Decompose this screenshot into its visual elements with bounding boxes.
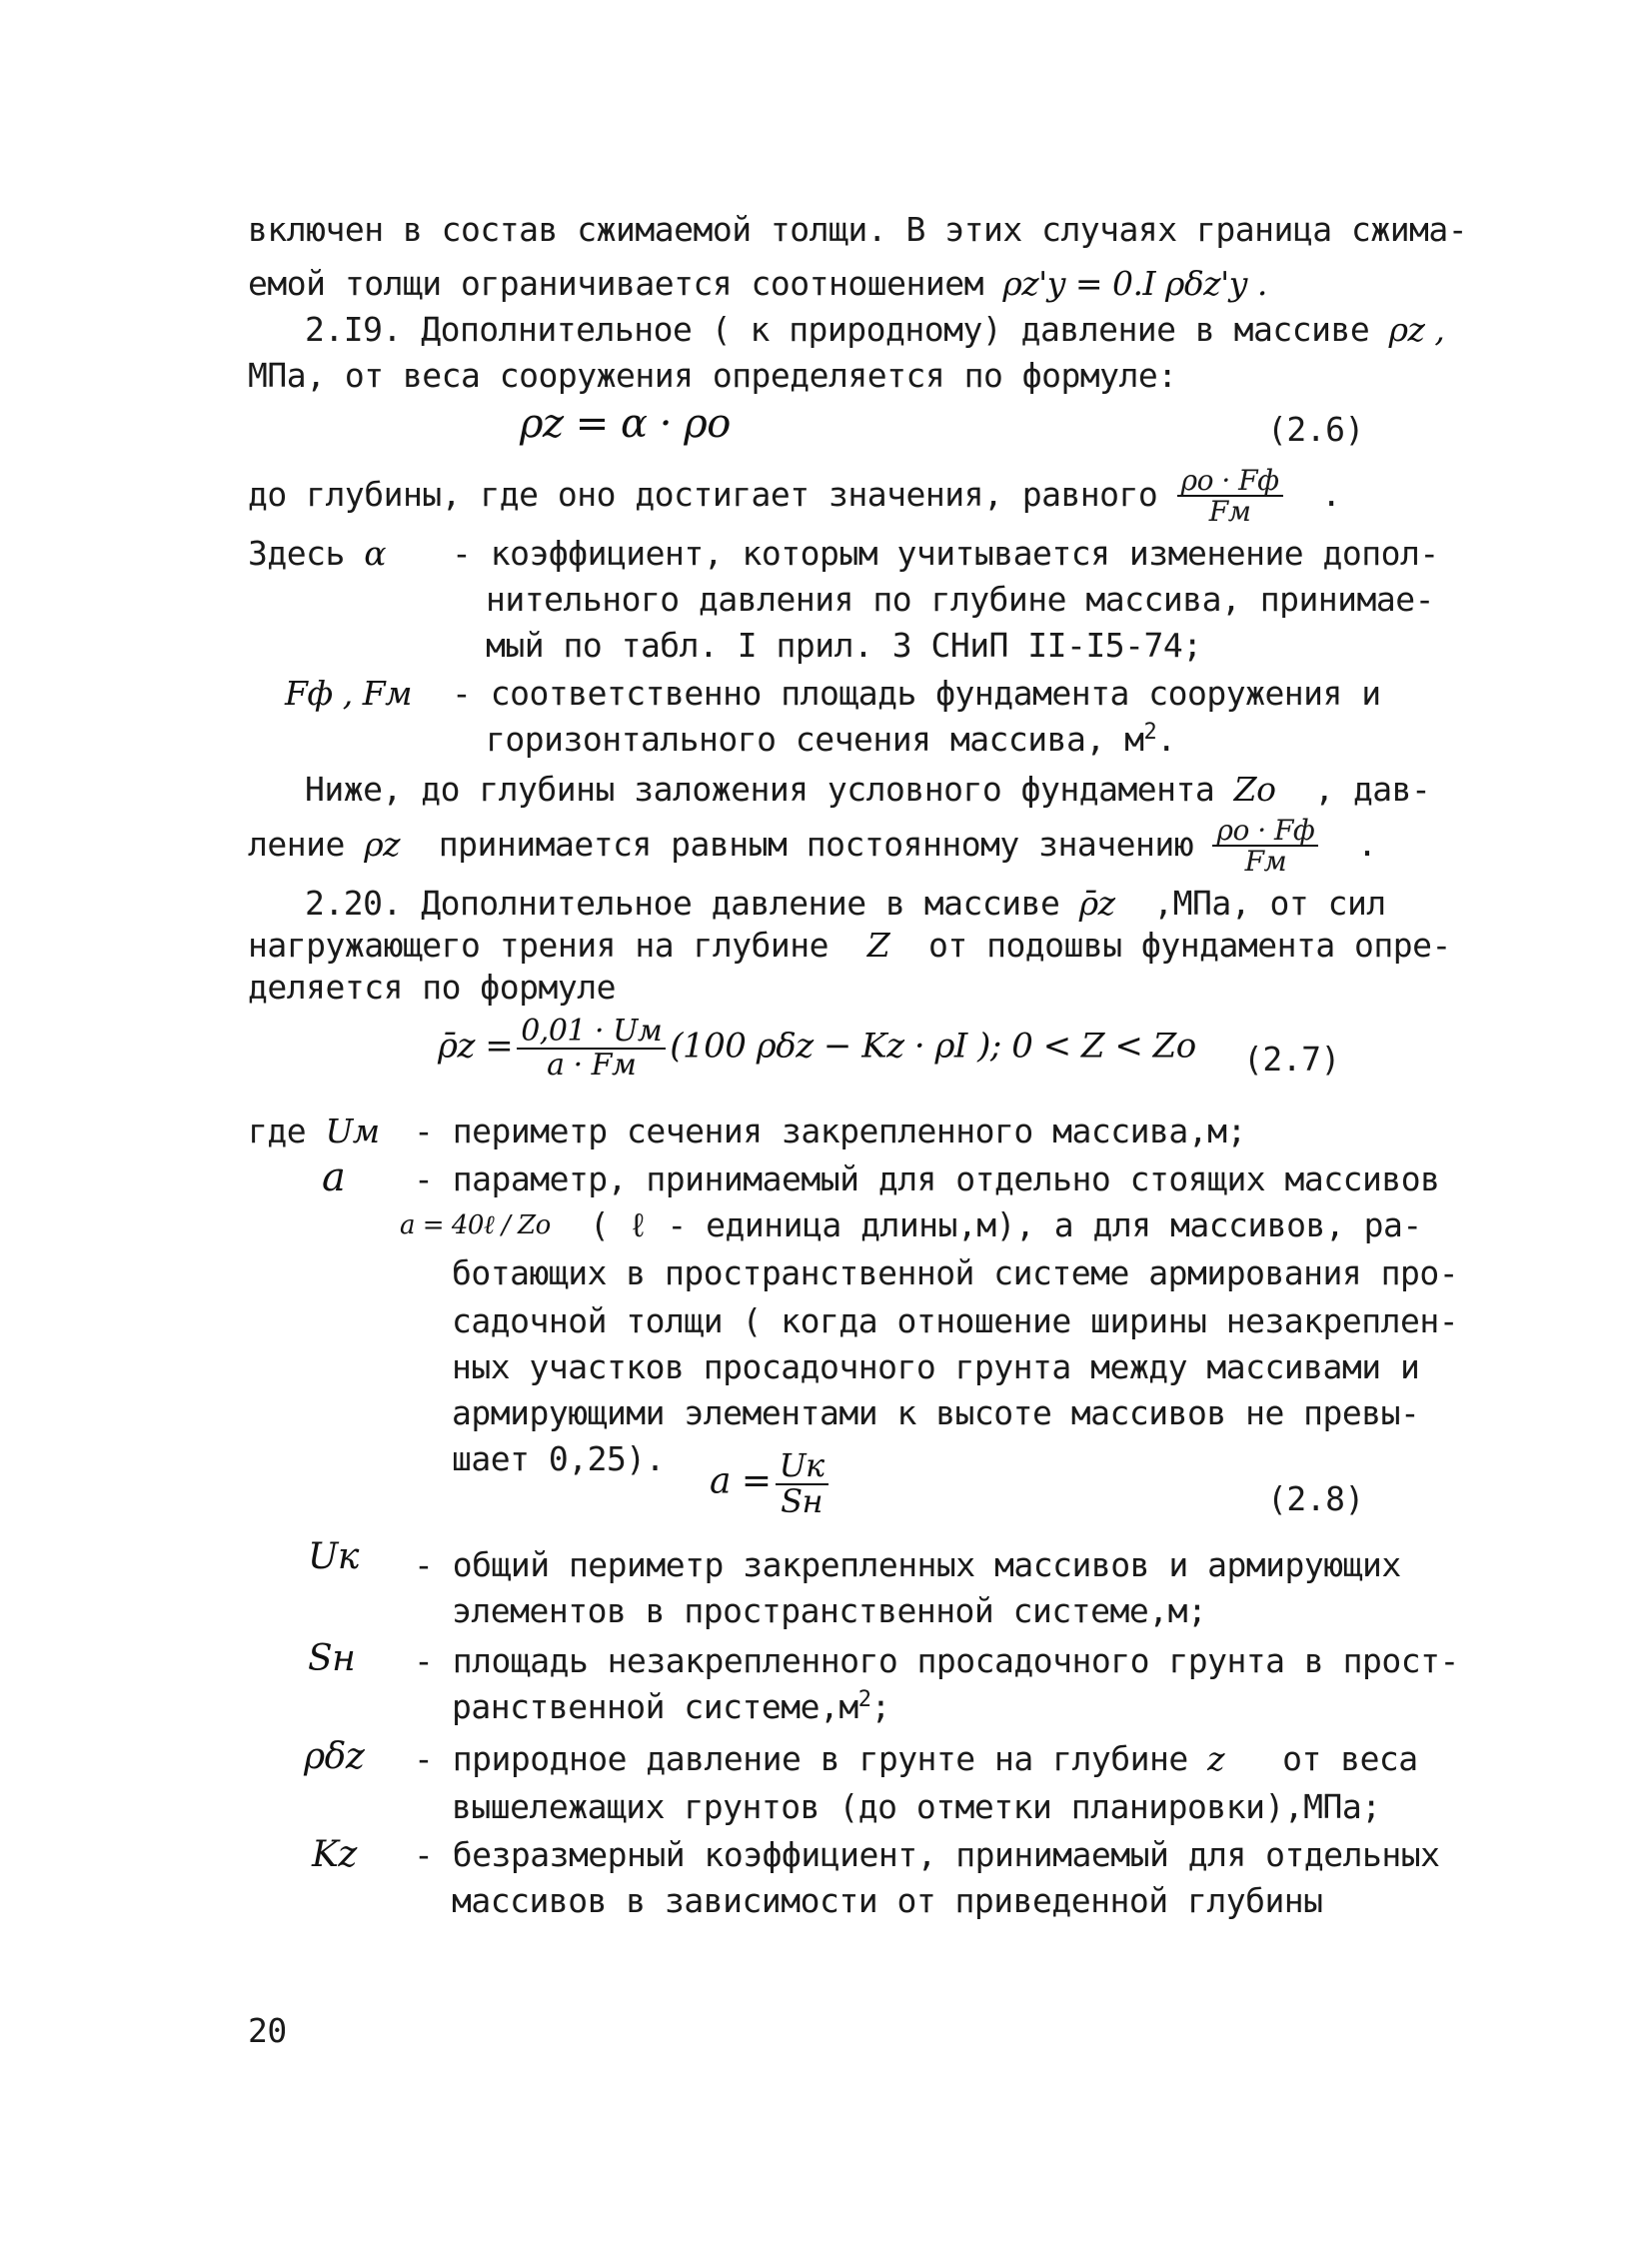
- line-18-text: - периметр сечения закрепленного массива,м;: [414, 1112, 1246, 1150]
- line-30: ранственной $системе,м^2$;: [452, 1687, 890, 1726]
- line-7: Здесь α: [248, 534, 387, 573]
- line-27-text: - общий периметр закрепленных массивов и армирующих: [414, 1545, 1401, 1584]
- line-33-text: - безразмерный коэффициент, принимаемый для отдельных: [414, 1835, 1440, 1874]
- depth-symbol: Zo: [1233, 770, 1276, 809]
- line-21: ботающих в пространственной системе армирования про-: [452, 1253, 1459, 1292]
- total-perimeter-symbol: Uк: [308, 1536, 359, 1577]
- formula-2-7: ρ̄z = $\frac{0,01 \cdot Uм}{a \cdot Fм}$ (100 ρδz − Kz · ρI ); 0 < Z < Zo: [438, 1014, 1196, 1083]
- equation-number-2-8: (2.8): [1267, 1479, 1364, 1518]
- line-32: вышележащих грунтов (до отметки планировки),МПа;: [452, 1787, 1381, 1826]
- line-8: нительного давления по глубине массива, принимае-: [486, 580, 1435, 619]
- alpha-symbol: α: [364, 534, 387, 573]
- area-sn-symbol: Sн: [308, 1638, 356, 1679]
- line-12: Ниже, до глубины заложения условного фундамента Zo , дав-: [305, 770, 1431, 809]
- line-6: до глубины, где оно достигает значения, равного $\frac{\rho o \cdot Fф}{Fм}$ .: [248, 464, 1341, 529]
- line-28: элементов в пространственной системе,м;: [452, 1591, 1207, 1630]
- z-depth-symbol: z: [1207, 1739, 1224, 1778]
- line-14: 2.20. Дополнительное давление в массиве ρ̄z ,МПа, от сил: [305, 884, 1386, 923]
- formula-2-6: ρz = α · ρo: [520, 401, 731, 447]
- formula-2-8: a = $\frac{Uк}{Sн}$: [710, 1449, 828, 1518]
- formula-2-7-fraction: $\frac{0,01 \cdot Uм}{a \cdot Fм}$: [517, 1016, 666, 1081]
- parameter-a-formula: a = 40ℓ / Zo: [400, 1210, 551, 1240]
- equation-number-2-6: (2.6): [1267, 410, 1364, 449]
- line-25: шает 0,25).: [452, 1439, 666, 1478]
- line-23: ных участков просадочного грунта между массивами и: [452, 1347, 1420, 1386]
- line-19-text: - параметр, принимаемый для отдельно стоящих массивов: [414, 1159, 1440, 1198]
- parameter-a-symbol: a: [322, 1154, 346, 1200]
- fraction-constant-value: $\frac{\rho o \cdot Fф}{Fм}$: [1212, 816, 1318, 877]
- coefficient-kz-symbol: Kz: [312, 1834, 357, 1875]
- z-symbol: Z: [866, 926, 890, 965]
- pressure-symbol-2: ρz: [364, 824, 401, 864]
- line-11: горизонтального сечения массива, $м^2$.: [486, 720, 1176, 759]
- line-20-text: ( ℓ - единица длины,м), а для массивов, ра-: [590, 1205, 1422, 1244]
- perimeter-symbol: Uм: [325, 1112, 380, 1150]
- line-2: емой толщи ограничивается соотношением ρz'y = 0.I ρδz'y .: [248, 264, 1267, 303]
- equation-number-2-7: (2.7): [1243, 1040, 1340, 1079]
- line-34: массивов в зависимости от приведенной глубины: [452, 1881, 1323, 1920]
- line-13: ление ρz принимается равным постоянному значению $\frac{\rho o \cdot Fф}{Fм}$ .: [248, 814, 1377, 879]
- line-15: нагружающего трения на глубине Z от подошвы фундамента опре-: [248, 926, 1451, 965]
- area-symbols: Fф , Fм: [285, 674, 412, 713]
- line-9: мый по табл. I прил. 3 СНиП II-I5-74;: [486, 626, 1202, 665]
- pressure-ratio-symbol: ρz'y = 0.I ρδz'y .: [1002, 264, 1267, 303]
- page-number: 20: [248, 2011, 287, 2050]
- line-22: садочной толщи ( когда отношение ширины незакреплен-: [452, 1301, 1459, 1340]
- fraction-load-area: $\frac{\rho o \cdot Fф}{Fм}$: [1177, 466, 1283, 527]
- pressure-symbol: ρz ,: [1388, 310, 1445, 349]
- additional-pressure-symbol: ρ̄z: [1078, 884, 1115, 923]
- line-18: где Uм: [248, 1112, 380, 1150]
- natural-pressure-symbol: ρδz: [304, 1736, 365, 1777]
- line-10-text: - соответственно площадь фундамента сооружения и: [452, 674, 1381, 713]
- line-4: МПа, от веса сооружения определяется по формуле:: [248, 356, 1177, 395]
- line-24: армирующими элементами к высоте массивов не превы-: [452, 1393, 1420, 1432]
- line-3: 2.I9. Дополнительное ( к природному) давление в массиве ρz ,: [305, 310, 1445, 349]
- formula-2-8-fraction: $\frac{Uк}{Sн}$: [776, 1449, 828, 1518]
- line-7-text: - коэффициент, которым учитывается изменение допол-: [452, 534, 1439, 573]
- line-1: включен в состав сжимаемой толщи. В этих случаях граница сжима-: [248, 210, 1468, 249]
- line-16: деляется по формуле: [248, 968, 616, 1007]
- line-29-text: - площадь незакрепленного просадочного грунта в прост-: [414, 1641, 1459, 1680]
- line-31-text: - природное давление в грунте на глубине z от веса: [414, 1739, 1418, 1778]
